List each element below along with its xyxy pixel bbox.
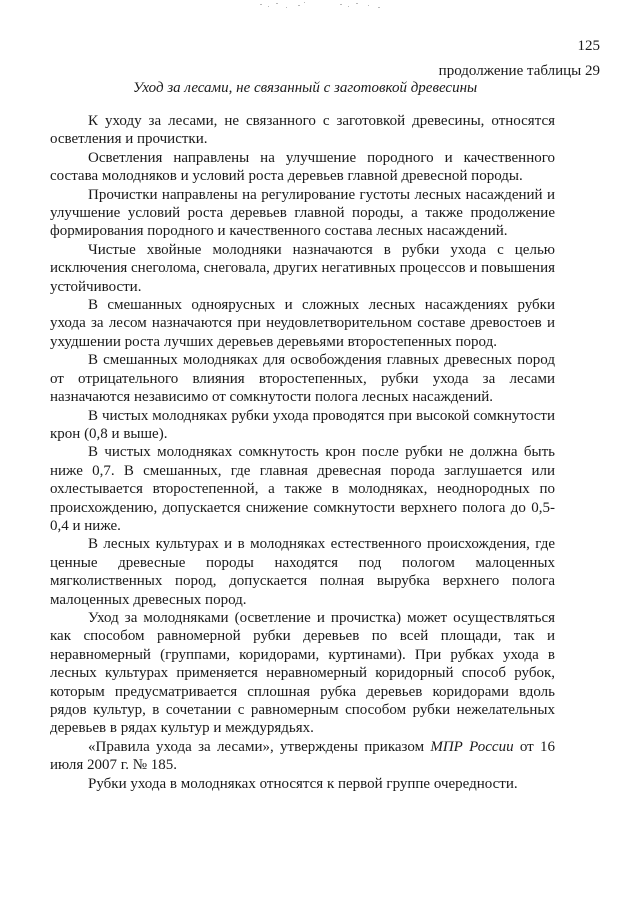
paragraph: В смешанных одноярусных и сложных лесных насаждениях рубки ухода за лесом назначаются при неудовлетворительном составе древостоев и ухудшении роста лучших деревьев деревьями второстепенных пород. [50,297,555,350]
scan-artifact [258,0,398,12]
reference-text: «Правила ухода за лесами», утверждены приказом [88,738,431,755]
paragraph: В чистых молодняках сомкнутость крон после рубки не должна быть ниже 0,7. В смешанных, где главная древесная порода заглушается или охлестывается второстепенной, а также в молодняках, неоднородных по происхождению, допускается снижение сомкнутости верхнего полога до 0,5-0,4 и ниже. [50,444,555,534]
body-text [50,112,555,793]
paragraph: Осветления направлены на улучшение породного и качественного состава молодняков и условий роста деревьев главной древесной породы. [50,149,555,185]
paragraph: Чистые хвойные молодняки назначаются в рубки ухода с целью исключения снеголома, снеговала, других негативных процессов и повышения устойчивости. [50,241,555,295]
reference-paragraph [50,738,555,775]
paragraph: Уход за молодняками (осветление и прочистка) может осуществляться как способом равномерной рубки деревьев по всей площади, так и неравномерный (группами, коридорами, куртинами). При рубках ухода в лесных культурах применяется неравномерный коридорный способ рубок, которым предусматривается сплошная рубка деревьев коридорами вдоль рядов культур, в сочетании с равномерным способом рубки нежелательных деревьев в рядах культур и междурядьях. [50,609,555,737]
paragraph: Прочистки направлены на регулирование густоты лесных насаждений и улучшение условий роста деревьев главной породы, а также продолжение формирования породного и качественного состава лесных насаждений. [50,186,555,240]
paragraph: К уходу за лесами, не связанного с заготовкой древесины, относятся осветления и прочистки. [50,113,555,148]
ministry-name: МПР России [430,738,514,755]
paragraph: В лесных культурах и в молодняках естественного происхождения, где ценные древесные породы находятся под пологом малоценных мягколиственных пород, допускается полная вырубка верхнего полога малоценных древесных пород. [50,536,555,608]
final-paragraph: Рубки ухода в молодняках относятся к первой группе очередности. [88,775,518,792]
section-subtitle: Уход за лесами, не связанный с заготовкой древесины [133,80,478,96]
paragraph: В смешанных молодняках для освобождения главных древесных пород от отрицательного влияния второстепенных, рубки ухода за лесами назначаются независимо от сомкнутости полога лесных насаждений. [50,352,555,406]
paragraph: В чистых молодняках рубки ухода проводятся при высокой сомкнутости крон (0,8 и выше). [50,407,555,442]
reference-date: от 16 июля 2007 г. № 185. [50,738,555,774]
page-number: 125 [577,38,600,54]
table-continuation-label: продолжение таблицы 29 [438,63,600,79]
